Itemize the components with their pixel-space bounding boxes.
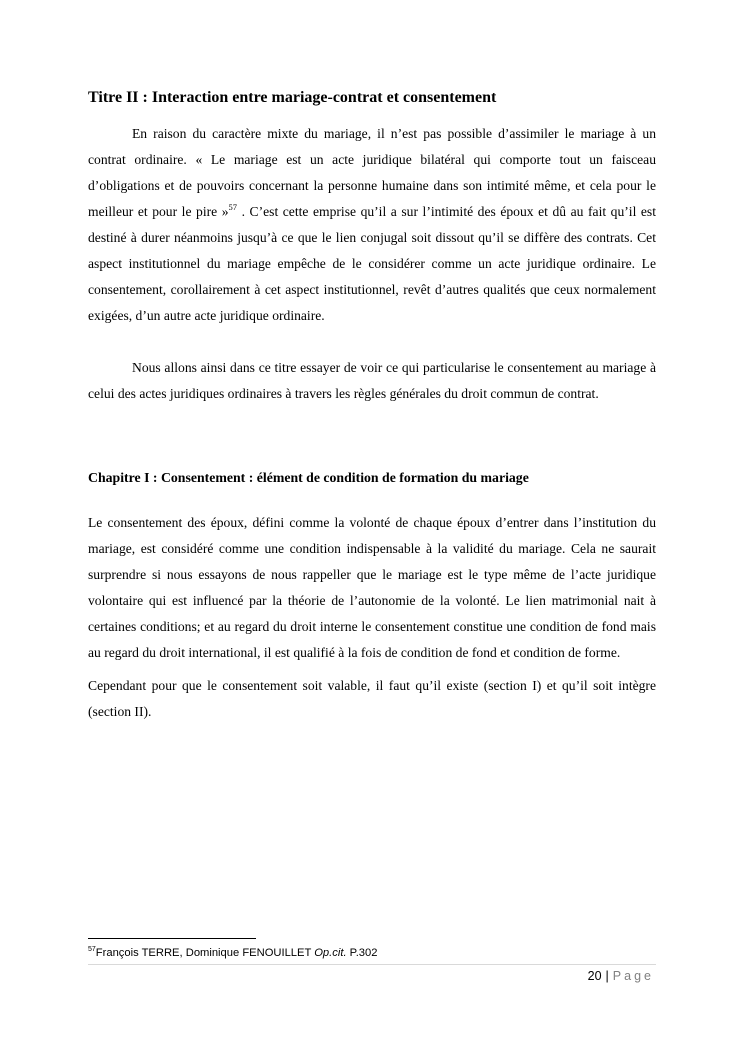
paragraph-2: Nous allons ainsi dans ce titre essayer de voir ce qui particularise le consentement au mariage à celui des actes juridiques ordinaires à travers les règles générales du droit commun de contrat. xyxy=(88,360,656,401)
footer-divider xyxy=(88,964,656,965)
footer-separator: | xyxy=(605,969,609,983)
footnote-number: 57 xyxy=(88,946,96,953)
paragraph-1-text-before: En raison du caractère mixte du mariage, il n’est pas possible d’assimiler le mariage à un contrat ordinaire. « Le mariage est un acte juridique bilatéral qui comporte tout un faisceau d’obligations et de pouvoirs concernant la personne humaine dans son intimité même, et cela pour le meilleur et pour le pire » xyxy=(88,126,656,219)
page-footer xyxy=(588,968,654,984)
paragraph-3: Le consentement des époux, défini comme la volonté de chaque époux d’entrer dans l’institution du mariage, est considéré comme une condition indispensable à la validité du mariage. Cela ne saurait surprendre si nous essayons de nous rappeller que le mariage est le type même de l’acte juridique volontaire qui est influencé par la théorie de l’autonomie de la volonté. Le lien matrimonial nait à certaines conditions; et au regard du droit interne le consentement constitue une condition de fond mais au regard du droit international, il est qualifié à la fois de condition de fond et condition de forme. xyxy=(88,515,656,660)
footnote xyxy=(88,946,656,960)
footnote-text: François TERRE, Dominique FENOUILLET xyxy=(95,947,315,959)
paragraph-1-text-after: . C’est cette emprise qu’il a sur l’intimité des époux et dû au fait qu’il est destiné à durer néanmoins jusqu’à ce que le lien conjugal soit dissout qu’il se diffère des contrats. Cet aspect institutionnel du mariage empêche de le considérer comme un acte juridique ordinaire. Le consentement, corollairement à cet aspect institutionnel, revêt d’autres qualités que ceux normalement exigées, d’un autre acte juridique ordinaire. xyxy=(88,204,657,323)
footnote-page-ref: P.302 xyxy=(346,947,378,959)
paragraph-1 xyxy=(88,121,656,329)
chapter-title: Chapitre I : Consentement : élément de condition de formation du mariage xyxy=(88,470,529,485)
footnote-separator xyxy=(88,938,256,939)
page-body xyxy=(88,87,656,725)
footnote-italic: Op.cit. xyxy=(314,947,347,959)
page-label: Page xyxy=(612,969,654,983)
section-title: Titre II : Interaction entre mariage-contrat et consentement xyxy=(88,89,497,106)
paragraph-4: Cependant pour que le consentement soit valable, il faut qu’il existe (section I) et qu’il soit intègre (section II). xyxy=(88,678,656,719)
footnote-reference[interactable]: 57 xyxy=(228,202,238,212)
page-number: 20 xyxy=(587,969,602,983)
